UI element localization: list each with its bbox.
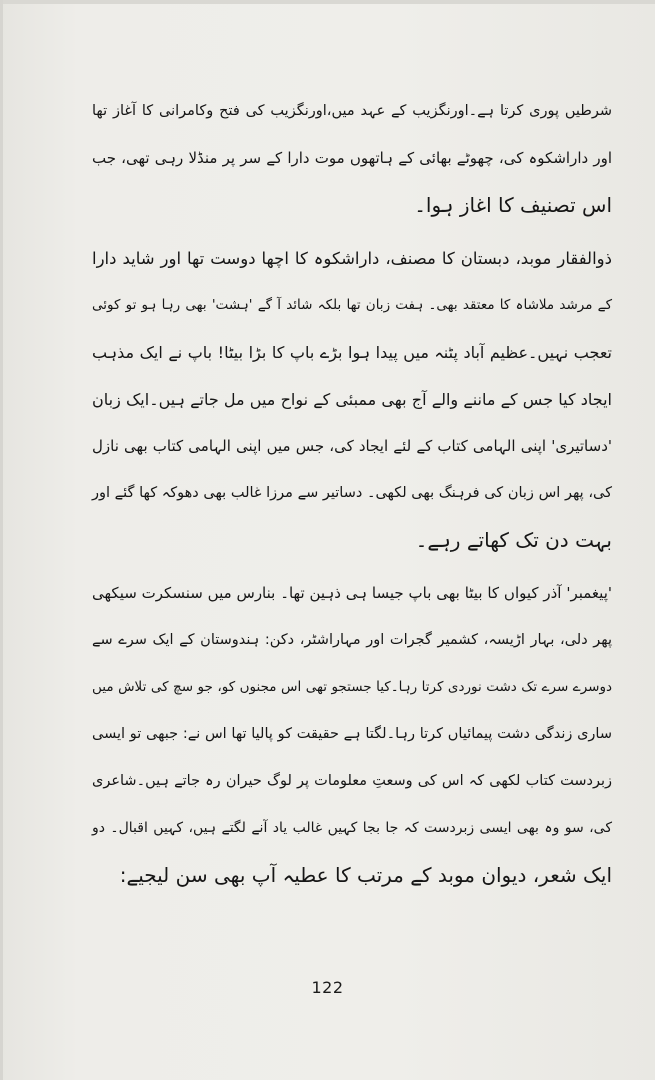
text-line: ساری زندگی دشت پیمائیاں کرتا رہا۔لگتا ہے حقیقت کو پالیا تھا اس نے: جبھی تو ایسی — [92, 726, 612, 742]
text-line: شرطیں پوری کرتا ہے۔اورنگزیب کے عہد میں،اورنگزیب کی فتح وکامرانی کا آغاز تھا — [92, 103, 612, 119]
paragraph-2 — [92, 235, 612, 564]
text-line: اس تصنیف کا اغاز ہوا۔ — [414, 193, 612, 217]
text-line: پھر دلی، بہار اڑیسہ، کشمیر گجرات اور مہاراشٹر، دکن: ہندوستان کے ایک سرے سے — [92, 632, 612, 648]
text-line: ذوالفقار موبد، دبستان کا مصنف، داراشکوہ کا اچھا دوست تھا اور شاید دارا — [92, 249, 612, 268]
text-line: تعجب نہیں۔عظیم آباد پٹنہ میں پیدا ہوا بڑے باپ کا بڑا بیٹا! باپ نے ایک مذہب — [92, 343, 612, 362]
text-line: بہت دن تک کھاتے رہے۔ — [415, 528, 612, 552]
text-line: دوسرے سرے تک دشت نوردی کرتا رہا۔کیا جستجو تھی اس مجنوں کو، جو سچ کی تلاش میں — [92, 679, 612, 695]
text-line: 'دساتیری' اپنی الہامی کتاب کے لئے ایجاد کی، جس میں اپنی الہامی کتاب بھی نازل — [92, 437, 612, 455]
page-top-edge — [0, 0, 655, 4]
paragraph-1 — [92, 88, 612, 229]
text-line: ایجاد کیا جس کے ماننے والے آج بھی ممبئی کے نواح میں مل جاتے ہیں۔ایک زبان — [92, 390, 612, 409]
paragraph-3 — [92, 570, 612, 899]
text-line: ایک شعر، دیوان موبد کے مرتب کا عطیہ آپ بھی سن لیجیے: — [119, 863, 612, 887]
text-line: 'پیغمبر' آذر کیواں کا بیٹا بھی باپ جیسا ہی ذہین تھا۔ بنارس میں سنسکرت سیکھی — [92, 584, 612, 602]
text-line: کے مرشد ملاشاہ کا معتقد بھی۔ ہفت زبان تھا بلکہ شائد آ گے 'ہشت' بھی رہا ہو تو کوئی — [92, 297, 612, 313]
text-line: زبردست کتاب لکھی کہ اس کی وسعتِ معلومات پر لوگ حیران رہ جاتے ہیں۔شاعری — [92, 773, 612, 789]
text-line: کی، سو وہ بھی ایسی زبردست کہ جا بجا کہیں غالب یاد آنے لگتے ہیں، کہیں اقبال۔ دو — [92, 820, 612, 836]
page-text — [92, 88, 612, 899]
text-line: کی، پھر اس زبان کی فرہنگ بھی لکھی۔ دساتیر سے مرزا غالب بھی دھوکہ کھا گئے اور — [92, 485, 612, 501]
page-left-edge — [0, 0, 3, 1080]
page-number: 122 — [311, 978, 344, 997]
text-line: اور داراشکوہ کی، چھوٹے بھائی کے ہاتھوں موت دارا کے سر پر منڈلا رہی تھی، جب — [92, 149, 612, 167]
